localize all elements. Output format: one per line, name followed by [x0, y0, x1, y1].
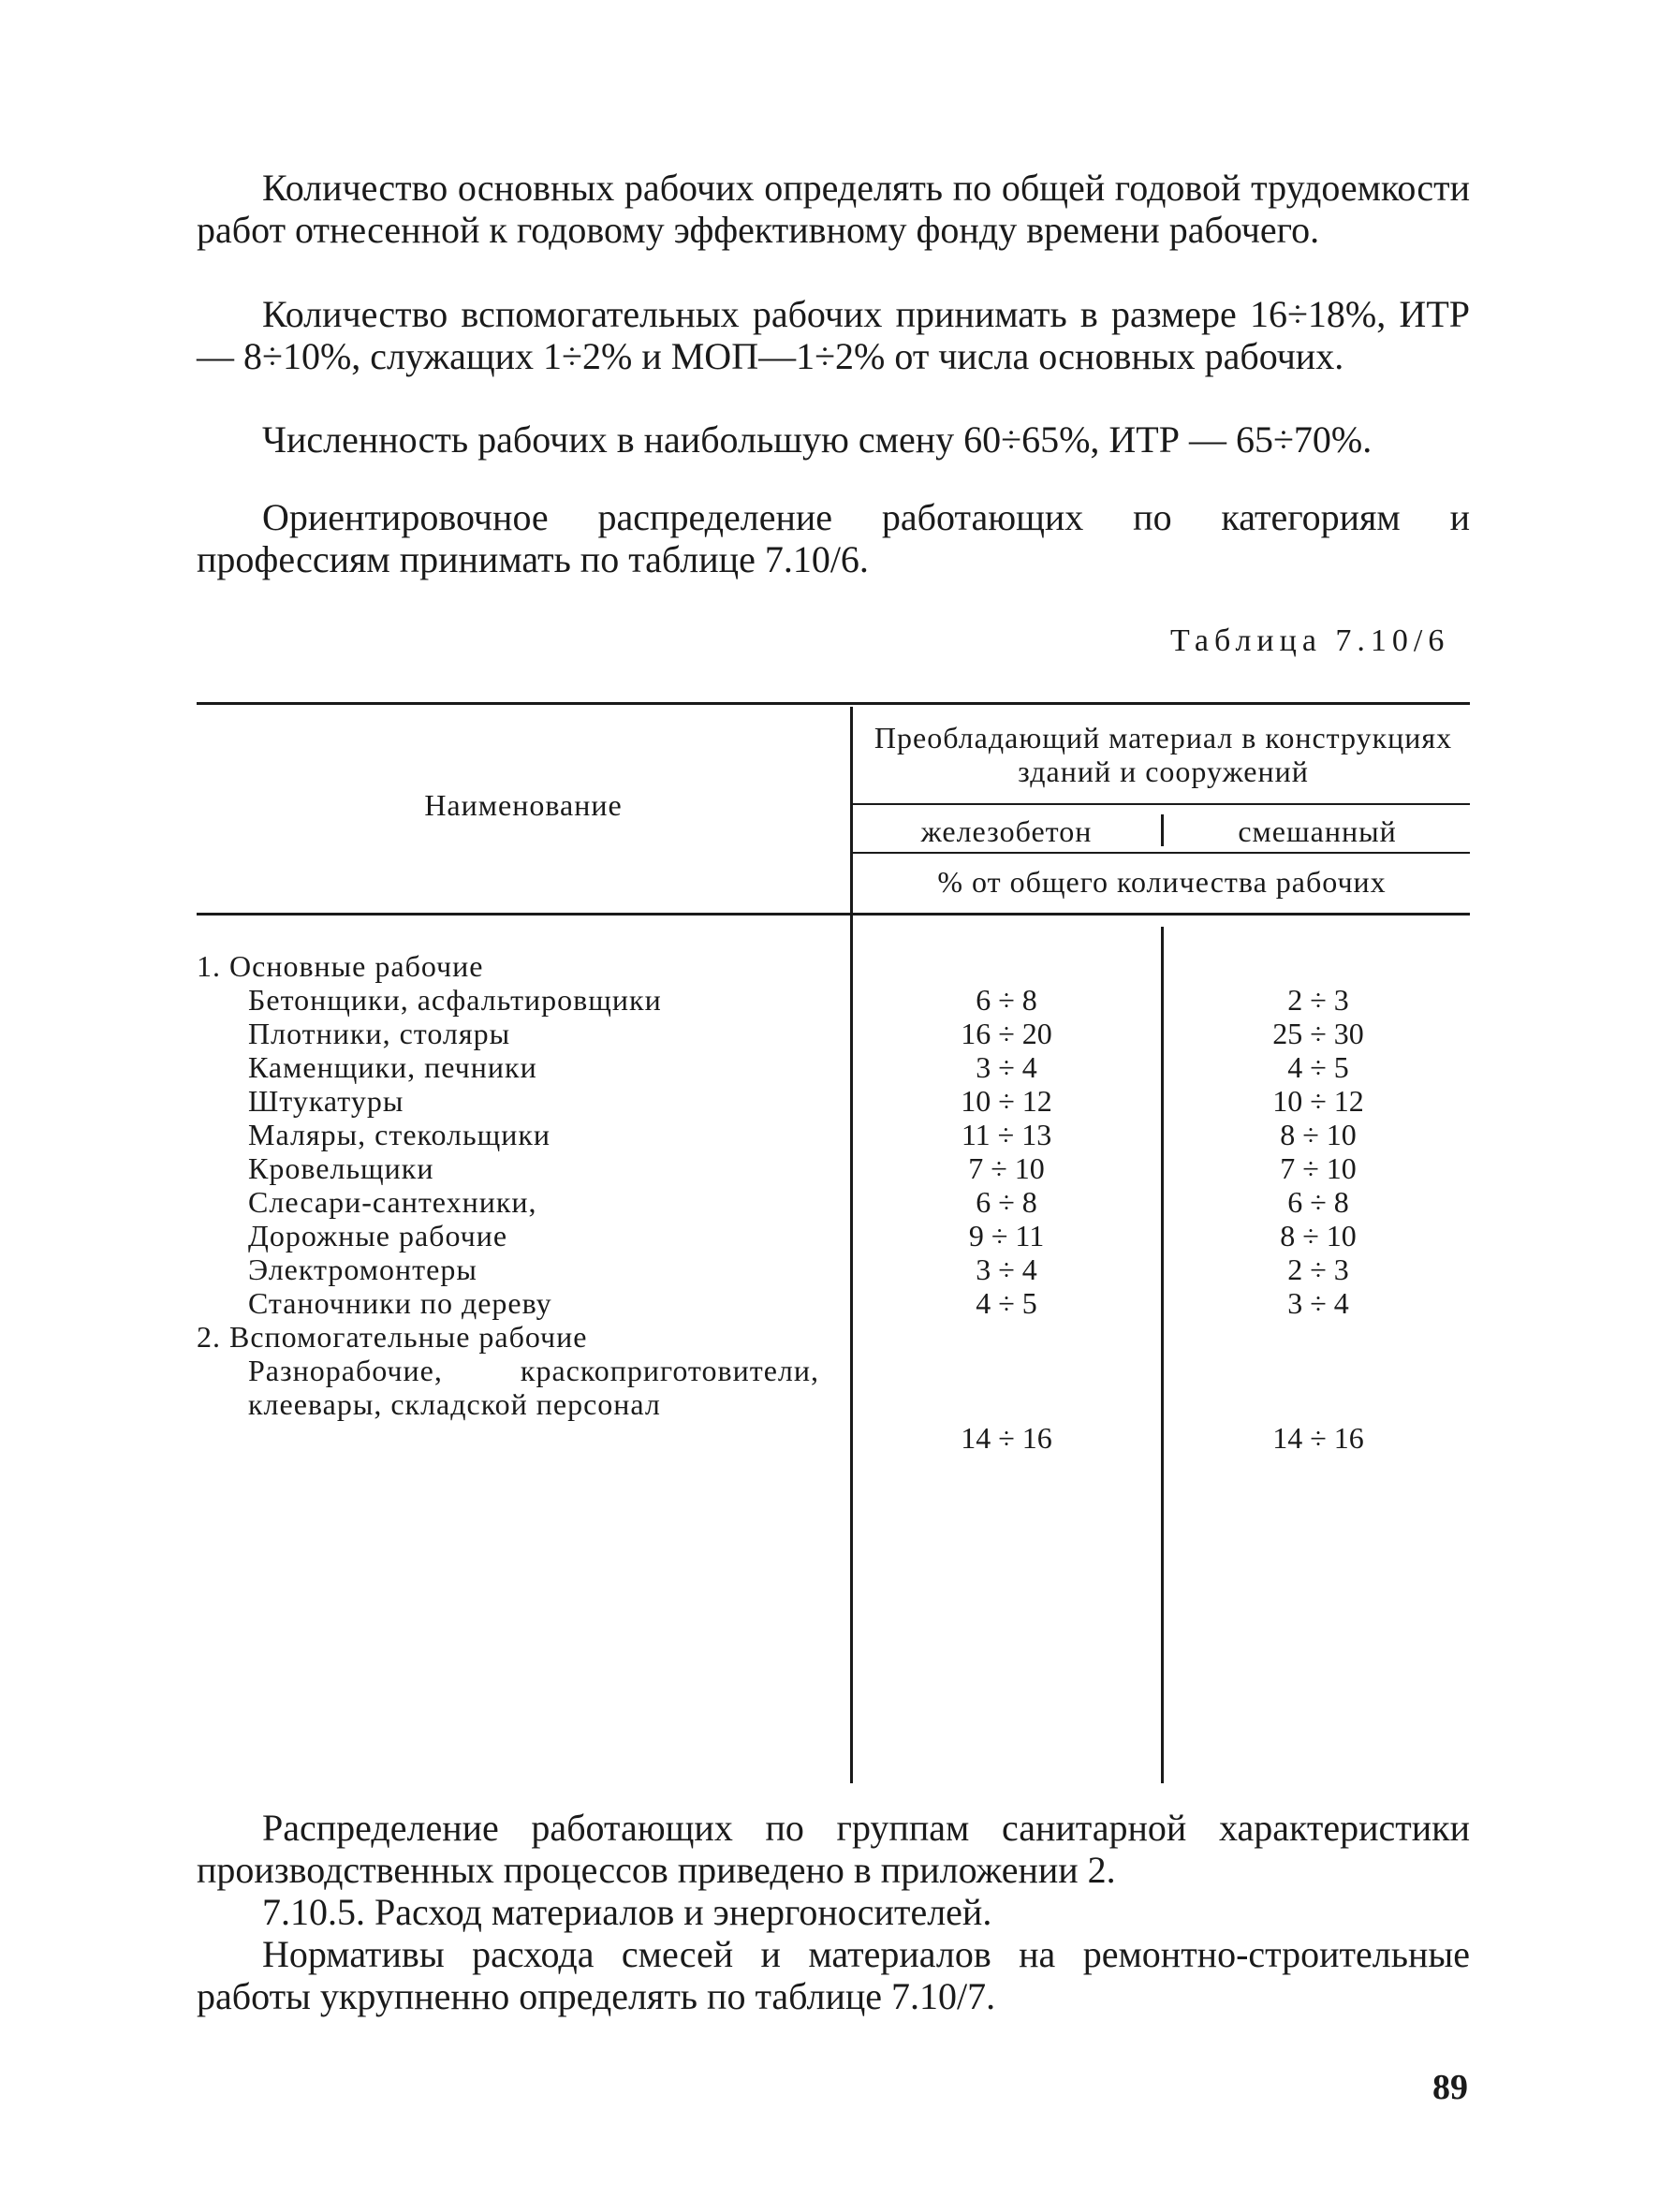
row-name-road-workers: Дорожные рабочие	[248, 1219, 508, 1252]
row-name-woodworkers: Станочники по дереву	[248, 1286, 552, 1320]
row-value-concrete: 10 ÷ 12	[961, 1084, 1052, 1118]
row-value-concrete: 11 ÷ 13	[961, 1118, 1052, 1151]
row-name-painters: Маляры, стекольщики	[248, 1118, 551, 1151]
row-value-mixed: 2 ÷ 3	[1287, 1252, 1349, 1286]
row-name-electricians: Электромонтеры	[248, 1252, 477, 1286]
header-subcol-rule	[852, 852, 1470, 854]
header-material-group: Преобладающий материал в конструкциях зданий и сооружений	[874, 721, 1453, 788]
row-value-mixed: 4 ÷ 5	[1287, 1050, 1349, 1084]
row-value-mixed: 7 ÷ 10	[1280, 1151, 1357, 1185]
table-top-rule	[197, 702, 1470, 705]
row-value-mixed: 10 ÷ 12	[1272, 1084, 1364, 1118]
row-name-main-workers: 1. Основные рабочие	[197, 949, 484, 983]
row-value-concrete: 3 ÷ 4	[976, 1252, 1037, 1286]
row-value-mixed: 8 ÷ 10	[1280, 1219, 1357, 1252]
row-value-concrete: 7 ÷ 10	[968, 1151, 1045, 1185]
header-unit: % от общего количества рабочих	[937, 865, 1387, 899]
table-caption: Таблица 7.10/6	[1170, 623, 1450, 658]
row-value-concrete: 9 ÷ 11	[968, 1219, 1045, 1252]
section-heading-materials: 7.10.5. Расход материалов и энергоносителей.	[262, 1891, 992, 1933]
row-value-mixed: 14 ÷ 16	[1272, 1421, 1364, 1455]
row-value-mixed: 2 ÷ 3	[1287, 983, 1349, 1017]
row-name-concrete-workers: Бетонщики, асфальтировщики	[248, 983, 662, 1017]
header-name: Наименование	[424, 788, 623, 822]
row-value-mixed: 25 ÷ 30	[1272, 1017, 1364, 1050]
paragraph-consumption-norms: Нормативы расхода смесей и материалов на ремонтно-строительные работы укрупненно определять по таблице 7.10/7.	[197, 1933, 1470, 2017]
row-value-mixed: 6 ÷ 8	[1287, 1185, 1349, 1219]
paragraph-sanitary-groups: Распределение работающих по группам санитарной характеристики производственных процессов приведено в приложении 2.	[197, 1807, 1470, 1891]
header-col-concrete: железобетон	[920, 814, 1093, 848]
row-name-carpenters: Плотники, столяры	[248, 1017, 511, 1050]
row-value-concrete: 4 ÷ 5	[976, 1286, 1037, 1320]
row-value-mixed: 8 ÷ 10	[1280, 1118, 1357, 1151]
row-value-concrete: 6 ÷ 8	[976, 1185, 1037, 1219]
paragraph-distribution-ref: Ориентировочное распределение работающих по категориям и профессиям принимать по таблице 7.10/6.	[197, 496, 1470, 580]
row-value-concrete: 3 ÷ 4	[976, 1050, 1037, 1084]
row-value-concrete: 16 ÷ 20	[961, 1017, 1052, 1050]
paragraph-shift-size: Численность рабочих в наибольшую смену 60÷65%, ИТР — 65÷70%.	[262, 418, 1373, 461]
row-value-mixed: 3 ÷ 4	[1287, 1286, 1349, 1320]
row-name-plasterers: Штукатуры	[248, 1084, 404, 1118]
row-name-auxiliary-workers: 2. Вспомогательные рабочие	[197, 1320, 588, 1354]
header-group-rule	[852, 803, 1470, 805]
paragraph-auxiliary-workers: Количество вспомогательных рабочих принимать в размере 16÷18%, ИТР — 8÷10%, служащих 1÷2% и МОП—1÷2% от числа основных рабочих.	[197, 293, 1470, 377]
row-name-masons: Каменщики, печники	[248, 1050, 537, 1084]
row-value-concrete: 14 ÷ 16	[961, 1421, 1052, 1455]
row-name-roofers: Кровельщики	[248, 1151, 434, 1185]
name-column-divider	[850, 707, 853, 1783]
paragraph-workers-count: Количество основных рабочих определять по общей годовой трудоемкости работ отнесенной к годовому эффективному фонду времени рабочего.	[197, 167, 1470, 251]
header-subcol-divider	[1161, 814, 1164, 846]
row-name-plumbers: Слесари-сантехники,	[248, 1185, 537, 1219]
table-header-bottom-rule	[197, 913, 1470, 916]
row-name-laborers: Разнорабочие, краскоприготовители, клеевары, складской персонал	[248, 1354, 819, 1421]
row-value-concrete: 6 ÷ 8	[976, 983, 1037, 1017]
page-number: 89	[1432, 2068, 1468, 2107]
header-col-mixed: смешанный	[1238, 814, 1397, 848]
body-column-divider	[1161, 927, 1164, 1783]
